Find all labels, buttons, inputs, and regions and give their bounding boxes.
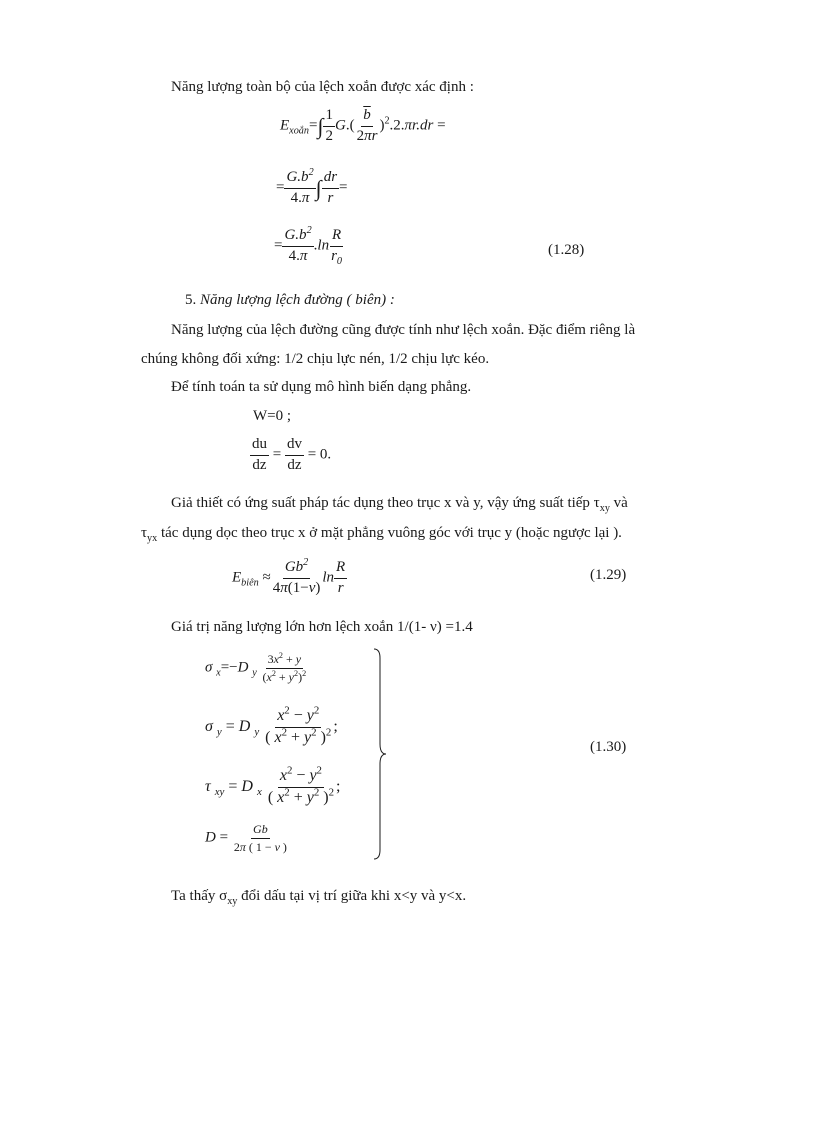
equation-d-definition: D = $\frac{Gb}{2\pi ( 1 - \nu )}$ <box>205 822 287 854</box>
stress-text-c: tác dụng dọc theo trục x ở mặt phẳng vuông góc với trục y (hoặc ngược lại ). <box>157 525 622 541</box>
paragraph-energy-ratio: Giá trị năng lượng lớn hơn lệch xoắn 1/(1- ν) =1.4 <box>171 619 473 635</box>
stress-sub-xy: xy <box>599 503 610 514</box>
tau-symbol: τ <box>141 525 148 541</box>
tau-sub-yx: yx <box>147 533 158 544</box>
paragraph-intro: Năng lượng toàn bộ của lệch xoắn được xác định : <box>171 79 474 95</box>
e-xoan-subscript: xoắn <box>289 125 309 137</box>
equation-number-1-29: (1.29) <box>590 567 627 583</box>
paragraph-edge-line1: Năng lượng của lệch đường cũng được tính như lệch xoắn. Đặc điểm riêng là <box>171 322 636 338</box>
paragraph-sign-change <box>171 888 467 907</box>
stress-text-b: và <box>609 495 628 511</box>
section-heading <box>185 293 395 308</box>
paragraph-stress-line2 <box>141 525 622 544</box>
stress-text-a: Giả thiết có ứng suất pháp tác dụng theo trục x và y, vậy ứng suất tiếp τ <box>171 495 600 511</box>
equation-e-bien: $E_{biên}$ ≈ $\frac{Gb^2}{4\pi(1-\nu)}$ ln $\frac{R}{r}$ <box>232 557 346 596</box>
equation-sigma-y: σ $_y$ = D $_y$ $\frac{x^2 - y^2}{( x^2 + y^2 )^2}$ ; <box>205 704 338 746</box>
paragraph-plane-model: Để tính toán ta sử dụng mô hình biến dạng phẳng. <box>171 379 472 395</box>
equation-e-xoan-line2: = $\frac{G.b^2}{4.\pi}$ ∫ $\frac{dr}{r}$ = <box>276 167 348 206</box>
sigma-sub-xy: xy <box>227 896 238 907</box>
equation-number-1-30: (1.30) <box>590 739 627 755</box>
equation-e-xoan-line1: $E_{xoắn}=\int$ $\frac{1}{2}$ G.( $\frac{\overline{b}}{2\pi r}$ )$^2$.2.πr.dr = <box>280 107 446 144</box>
equation-tau-xy: τ $_{xy}$ = D $_x$ $\frac{x^2 - y^2}{( x^2 + y^2 )^2}$ ; <box>205 764 341 806</box>
equation-sigma-x: σ $_x$=−D $_y$ $\frac{3x^2 + y}{(x^2 + y^2)^2}$ <box>205 651 307 684</box>
section-number: 5. <box>185 292 197 308</box>
e-bien-subscript: biên <box>241 577 259 589</box>
paragraph-edge-line2: chúng không đối xứng: 1/2 chịu lực nén, 1/2 chịu lực kéo. <box>141 351 490 367</box>
section-title: Năng lượng lệch đường ( biên) : <box>200 292 395 308</box>
right-brace <box>372 648 388 860</box>
equation-w-zero: W=0 ; <box>253 408 292 424</box>
sign-change-text-b: đổi dấu tại vị trí giữa khi x<y và y<x. <box>237 888 467 904</box>
equation-e-xoan-line3: = $\frac{G.b^2}{4.\pi}$ .ln $\frac{R}{r_0}$ <box>274 225 343 267</box>
equation-number-1-28: (1.28) <box>548 242 585 258</box>
paragraph-stress-line1 <box>171 495 628 514</box>
equation-du-dz: $\frac{du}{dz}$ = $\frac{dv}{dz}$ = 0. <box>252 436 332 473</box>
sign-change-text-a: Ta thấy σ <box>171 888 228 904</box>
